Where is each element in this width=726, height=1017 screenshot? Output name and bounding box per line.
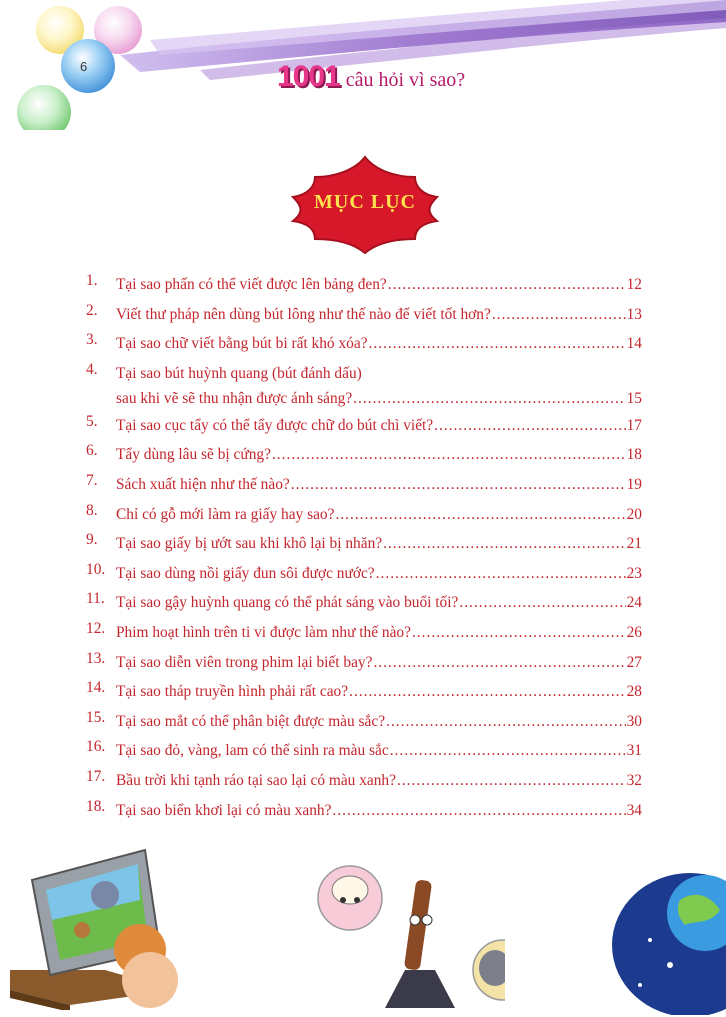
toc-dot-leader <box>349 679 626 704</box>
toc-entry-line <box>116 502 642 527</box>
toc-entry[interactable] <box>86 616 642 646</box>
toc-entry-text <box>116 272 642 297</box>
toc-entry[interactable] <box>86 298 642 328</box>
toc-dot-leader <box>390 738 626 763</box>
toc-entry-line <box>116 561 642 586</box>
toc-entry-text <box>116 561 642 586</box>
toc-entry-number: 3. <box>86 331 98 349</box>
toc-entry-title: Tại sao cục tẩy có thể tẩy được chữ do bút chì viết? <box>116 416 434 434</box>
toc-entry-number: 14. <box>86 679 106 697</box>
toc-entry-text <box>116 442 642 467</box>
toc-entry-text <box>116 679 642 704</box>
toc-dot-leader <box>373 650 625 675</box>
toc-entry-line <box>116 531 642 556</box>
toc-entry-line <box>116 768 642 793</box>
toc-page-number: 12 <box>626 276 642 293</box>
toc-entry-line <box>116 302 642 327</box>
toc-entry[interactable] <box>86 327 642 357</box>
toc-entry-number: 4. <box>86 360 98 378</box>
toc-entry-text <box>116 302 642 327</box>
toc-page-number: 18 <box>626 446 642 464</box>
book-subtitle: câu hỏi vì sao? <box>345 69 466 91</box>
toc-page-number: 32 <box>626 771 642 789</box>
toc-dot-leader <box>397 768 626 793</box>
toc-dot-leader <box>412 620 626 645</box>
toc-page-number: 28 <box>626 683 642 701</box>
toc-entry-number: 10. <box>86 560 106 578</box>
toc-page-number: 21 <box>626 535 642 553</box>
toc-page-number: 20 <box>626 505 642 523</box>
toc-entry-number: 5. <box>86 412 98 430</box>
toc-dot-leader <box>335 502 625 527</box>
toc-entry-line <box>116 650 642 675</box>
toc-entry-line <box>116 331 642 356</box>
toc-entry[interactable] <box>86 646 642 676</box>
toc-dot-leader <box>376 561 626 586</box>
toc-page-number: 26 <box>626 623 642 641</box>
toc-title-badge <box>285 155 445 255</box>
toc-entry-number: 16. <box>86 738 106 756</box>
toc-entry-title: Tại sao phấn có thể viết được lên bảng đen? <box>116 276 387 293</box>
toc-entry-title: Viết thư pháp nên dùng bút lông như thế nào để viết tốt hơn? <box>116 305 491 323</box>
toc-entry-title: Tại sao chữ viết bằng bút bi rất khó xóa? <box>116 335 368 353</box>
toc-entry-title: Tại sao gậy huỳnh quang có thể phát sáng vào buổi tối? <box>116 594 459 612</box>
toc-entry-line <box>116 361 642 386</box>
toc-page-number: 27 <box>626 653 642 671</box>
toc-entry[interactable] <box>86 705 642 735</box>
toc-entry-title: Tẩy dùng lâu sẽ bị cứng? <box>116 446 271 464</box>
toc-entry[interactable] <box>86 409 642 439</box>
toc-entry-number: 7. <box>86 471 98 489</box>
toc-entry[interactable] <box>86 675 642 705</box>
toc-entry-line <box>116 798 642 823</box>
page-number: 6 <box>80 59 88 74</box>
toc-entry[interactable] <box>86 438 642 468</box>
toc-entry-title: Tại sao bút huỳnh quang (bút đánh dấu) <box>116 364 362 382</box>
toc-entry-title: Chỉ có gỗ mới làm ra giấy hay sao? <box>116 505 335 523</box>
toc-entry-line <box>116 272 642 297</box>
toc-entry[interactable] <box>86 468 642 498</box>
toc-entry-line <box>116 590 642 615</box>
toc-entry-text <box>116 361 642 411</box>
toc-entry-title: Tại sao diễn viên trong phim lại biết bay? <box>116 653 373 671</box>
toc-entry-line <box>116 709 642 734</box>
toc-entry-text <box>116 650 642 675</box>
toc-entry-text <box>116 531 642 556</box>
toc-entry-number: 8. <box>86 501 98 519</box>
toc-dot-leader <box>388 272 626 297</box>
toc-page-number: 19 <box>626 475 642 493</box>
table-of-contents <box>86 268 642 823</box>
toc-entry-line <box>116 679 642 704</box>
toc-entry-number: 2. <box>86 301 98 319</box>
toc-entry-title: Phim hoạt hình trên ti vi được làm như thế nào? <box>116 623 411 641</box>
toc-entry-text <box>116 590 642 615</box>
broom-character-illustration <box>315 860 505 1010</box>
toc-page-number: 23 <box>626 564 642 582</box>
toc-entry-number: 18. <box>86 797 106 815</box>
toc-entry-number: 17. <box>86 767 106 785</box>
toc-entry-title: Tại sao biển khơi lại có màu xanh? <box>116 801 332 819</box>
toc-entry[interactable] <box>86 527 642 557</box>
toc-entry-text <box>116 798 642 823</box>
toc-entry[interactable] <box>86 557 642 587</box>
toc-page-number: 30 <box>626 712 642 730</box>
toc-entry-text <box>116 768 642 793</box>
toc-entry-line <box>116 413 642 438</box>
toc-page-number: 24 <box>626 594 642 612</box>
toc-dot-leader <box>434 413 625 438</box>
toc-dot-leader <box>383 531 626 556</box>
toc-entry-number: 1. <box>86 272 98 289</box>
toc-entry-title: Bầu trời khi tạnh ráo tại sao lại có màu xanh? <box>116 771 396 789</box>
toc-page-number: 14 <box>626 335 642 353</box>
page-header <box>0 0 726 130</box>
toc-dot-leader <box>492 302 626 327</box>
toc-entry-title: Sách xuất hiện như thế nào? <box>116 475 290 493</box>
toc-entry[interactable] <box>86 794 642 824</box>
toc-entry[interactable] <box>86 268 642 298</box>
globe-illustration <box>610 865 726 1015</box>
toc-entry-line <box>116 620 642 645</box>
toc-page-number: 17 <box>626 416 642 434</box>
toc-entry-title: Tại sao tháp truyền hình phải rất cao? <box>116 683 349 701</box>
toc-entry-number: 9. <box>86 531 98 549</box>
toc-entry-number: 13. <box>86 649 106 667</box>
brand-logo: 1001 <box>277 60 340 93</box>
toc-page-number: 15 <box>626 389 642 407</box>
toc-entry-line <box>116 442 642 467</box>
toc-dot-leader <box>272 442 626 467</box>
toc-dot-leader <box>291 472 626 497</box>
toc-entry-text <box>116 709 642 734</box>
toc-entry-text <box>116 502 642 527</box>
book-title <box>277 60 465 94</box>
toc-entry[interactable] <box>86 734 642 764</box>
toc-entry-line <box>116 386 642 411</box>
toc-entry-text <box>116 413 642 438</box>
toc-entry-line <box>116 472 642 497</box>
toc-dot-leader <box>353 386 625 411</box>
toc-dot-leader <box>332 798 625 823</box>
toc-page-number: 34 <box>626 801 642 819</box>
toc-entry-title: Tại sao đỏ, vàng, lam có thể sinh ra màu sắc <box>116 742 389 760</box>
toc-entry-number: 6. <box>86 442 98 460</box>
toc-page-number: 31 <box>626 742 642 760</box>
toc-entry[interactable] <box>86 498 642 528</box>
toc-entry-text <box>116 472 642 497</box>
toc-dot-leader <box>459 590 625 615</box>
toc-entry-title: sau khi vẽ sẽ thu nhận được ánh sáng? <box>116 389 353 407</box>
toc-entry-text <box>116 738 642 763</box>
toc-entry-title: Tại sao giấy bị ướt sau khi khô lại bị nhăn? <box>116 535 383 553</box>
toc-dot-leader <box>369 331 626 356</box>
tv-cartoon-illustration <box>10 840 180 1010</box>
toc-entry-number: 15. <box>86 708 106 726</box>
toc-entry-text <box>116 331 642 356</box>
toc-entry-title: Tại sao mắt có thể phân biệt được màu sắc? <box>116 712 386 730</box>
toc-dot-leader <box>386 709 626 734</box>
toc-entry-number: 12. <box>86 619 106 637</box>
toc-entry-text <box>116 620 642 645</box>
toc-title: MỤC LỤC <box>314 191 416 213</box>
toc-page-number: 13 <box>626 305 642 323</box>
toc-entry-line <box>116 738 642 763</box>
toc-entry[interactable] <box>86 764 642 794</box>
toc-entry-title: Tại sao dùng nồi giấy đun sôi được nước? <box>116 564 375 582</box>
toc-entry-number: 11. <box>86 590 105 608</box>
toc-entry[interactable] <box>86 357 642 409</box>
toc-entry[interactable] <box>86 586 642 616</box>
